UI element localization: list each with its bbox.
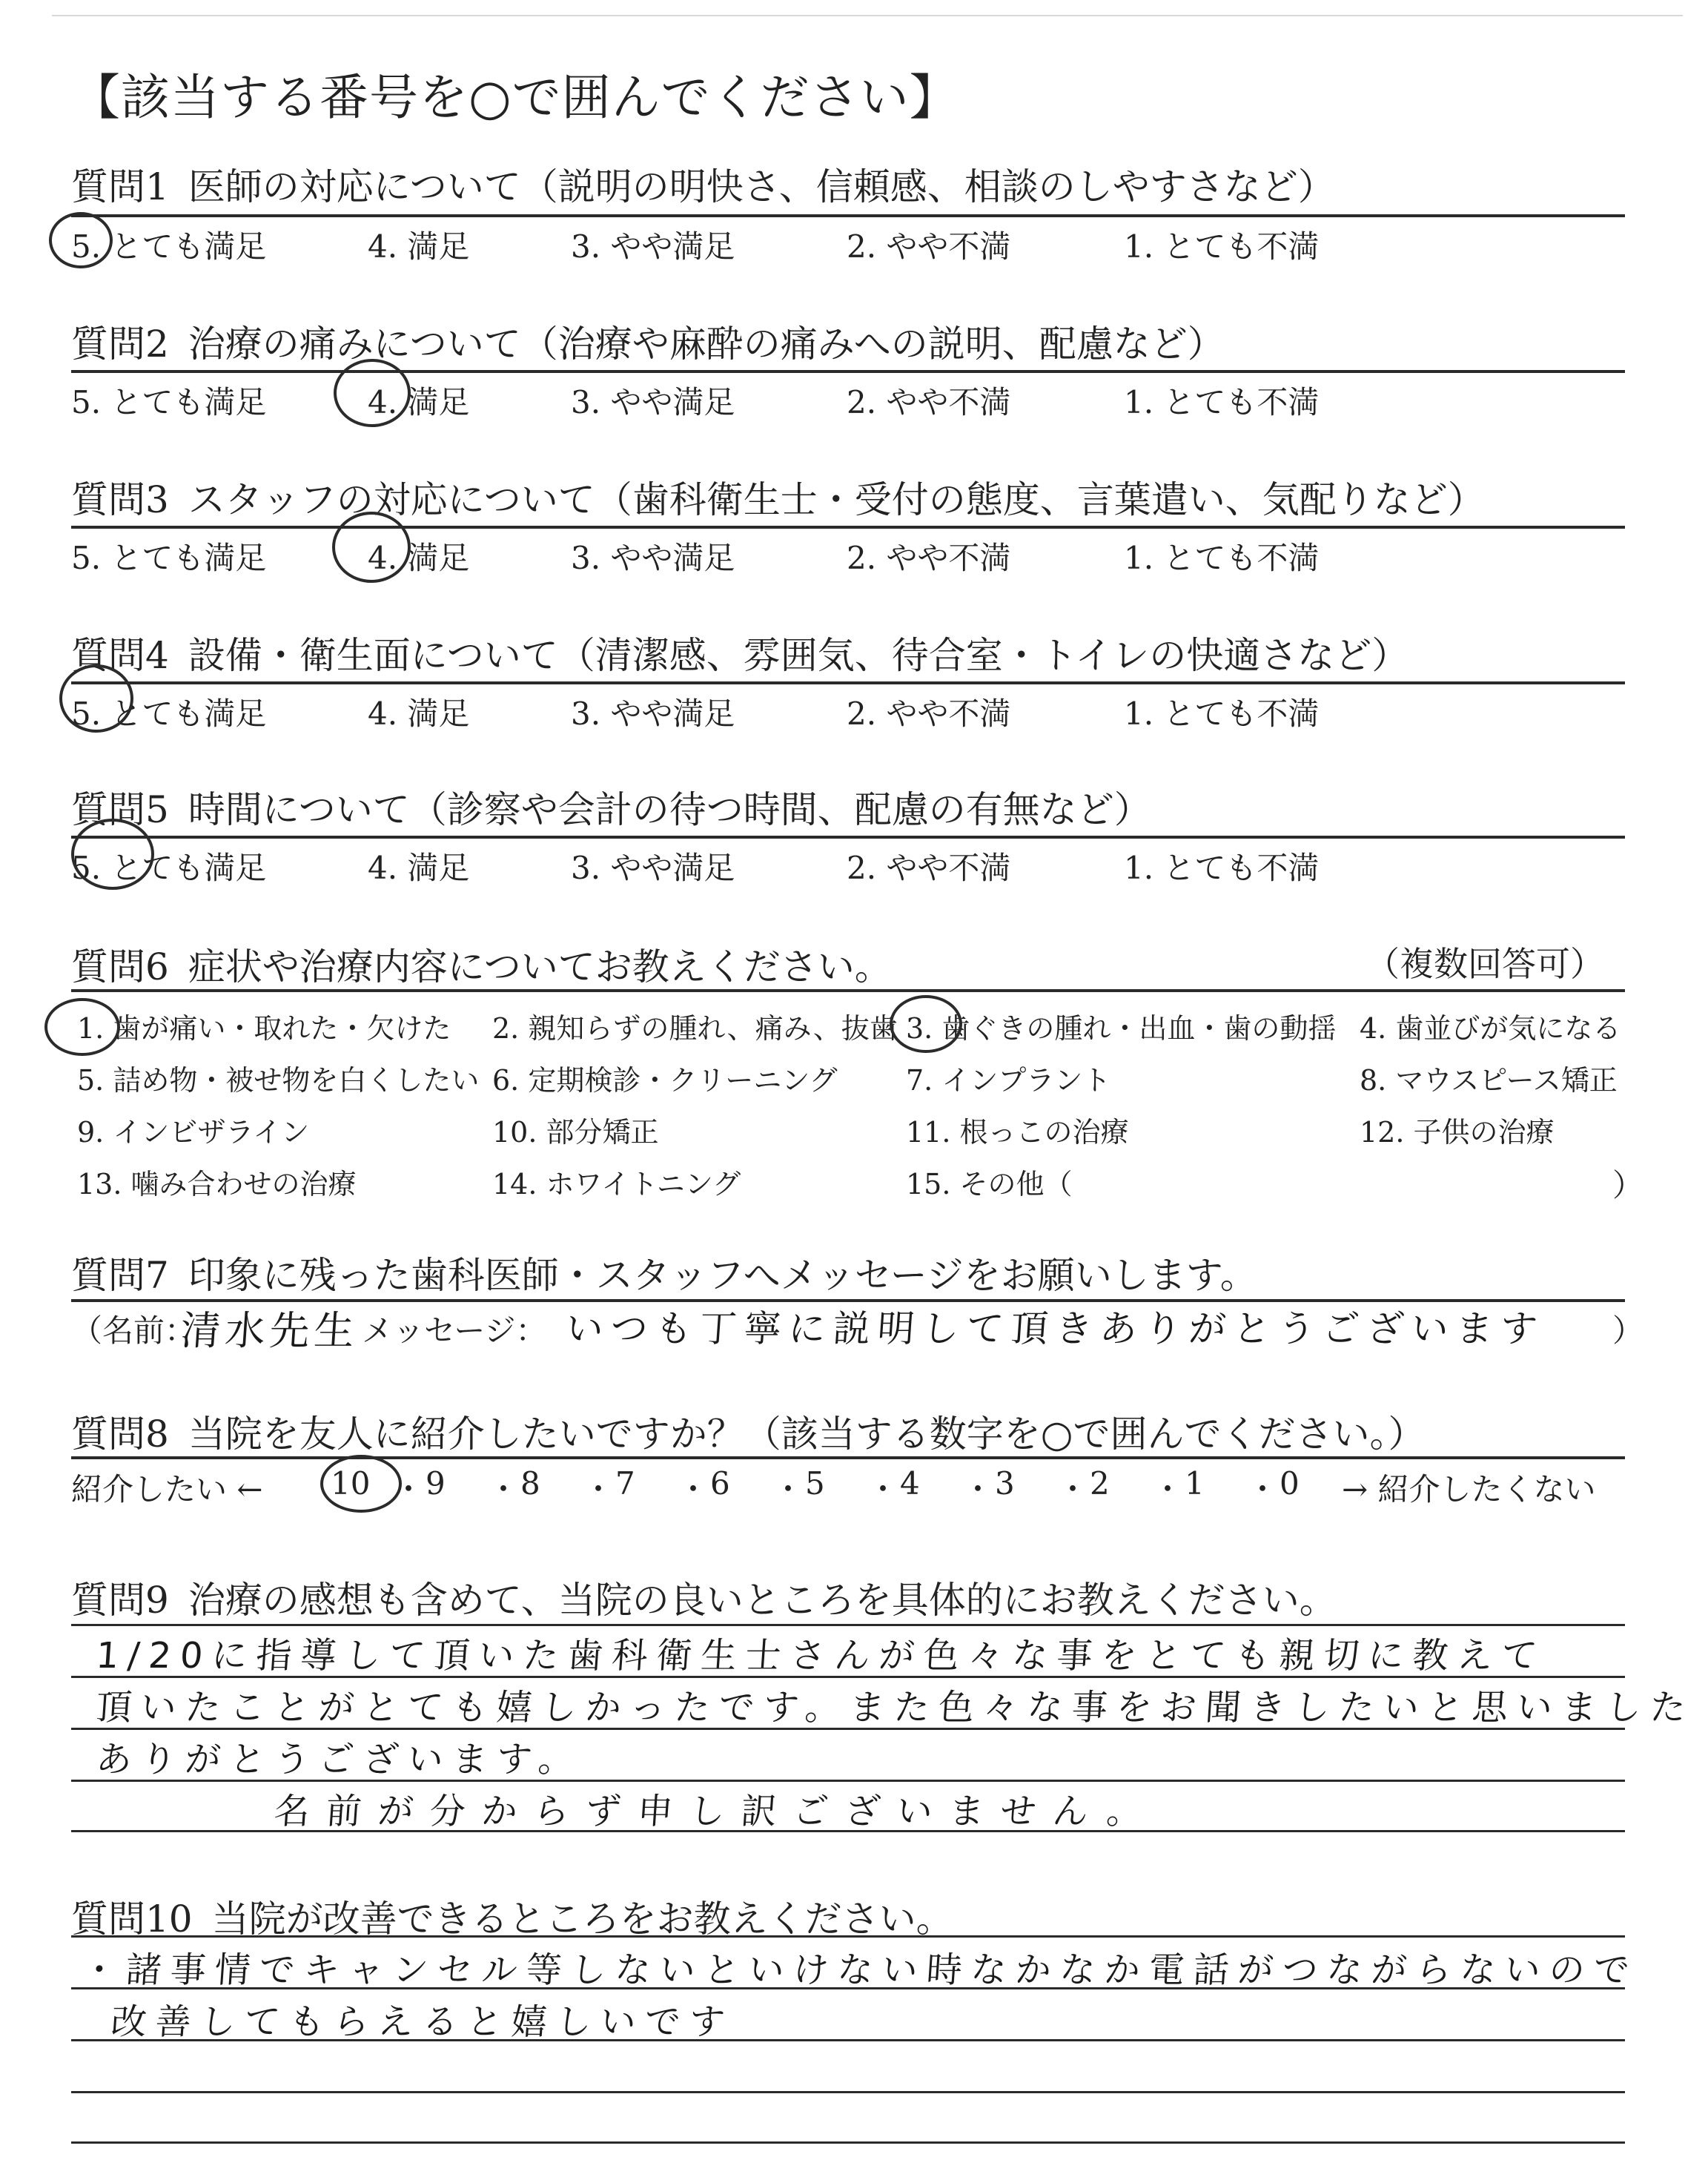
q5-title [71,780,1151,833]
q6-multiple-answers-note: （複数回答可） [1366,944,1604,984]
q8-scale-2[interactable]: 2 [1090,1465,1110,1502]
q2-number: 質問2 [71,323,169,366]
q2-text: 治療の痛みについて（治療や麻酔の痛みへの説明、配慮など） [188,323,1225,366]
q6-option-7[interactable]: 7. インプラント [906,1064,1111,1097]
q9-title [71,1571,1337,1624]
q6-option-10[interactable]: 10. 部分矯正 [492,1116,659,1149]
q8-scale-separator: ・ [867,1471,899,1507]
q7-message-label: メッセージ： [362,1312,547,1349]
page-header: 【該当する番号を○で囲んでください】 [71,69,959,126]
q8-scale-separator: ・ [1057,1471,1089,1507]
q10-rule-1 [71,1935,1625,1938]
q8-right-label: → 紹介したくない [1342,1471,1596,1507]
q9-answer-line-4[interactable]: 名前が分からず申し訳ございません。 [272,1791,1160,1832]
q8-selection-circle [320,1455,402,1513]
q5-rule [71,836,1625,839]
q2-option-1[interactable]: 1. とても不満 [1124,384,1320,420]
q9-text: 治療の感想も含めて、当院の良いところを具体的にお教えください。 [188,1579,1337,1622]
q4-title [71,626,1409,679]
q10-answer-line-1[interactable]: ・諸事情でキャンセル等しないといけない時なかなか電話がつながらないので [79,1949,1640,1991]
q6-option-15[interactable]: 15. その他（ [906,1168,1073,1200]
q10-answer-line-2[interactable]: 改善してもらえると嬉しいです [109,2001,735,2043]
q8-scale-separator: ・ [488,1471,520,1507]
q8-text: 当院を友人に紹介したいですか？（該当する数字を○で囲んでください。） [188,1413,1426,1456]
q5-selection-circle [71,819,154,890]
q3-number: 質問3 [71,478,169,521]
q4-text: 設備・衛生面について（清潔感、雰囲気、待合室・トイレの快適さなど） [188,634,1409,677]
q6-option-12[interactable]: 12. 子供の治療 [1360,1116,1555,1149]
q8-scale-1[interactable]: 1 [1185,1465,1205,1502]
q9-number: 質問9 [71,1579,169,1622]
q4-option-5[interactable]: 5. とても満足 [71,696,267,732]
q4-number: 質問4 [71,634,169,677]
q3-option-4[interactable]: 4. 満足 [368,540,470,576]
q2-selection-circle [334,359,411,427]
q6-option-5[interactable]: 5. 詰め物・被せ物を白くしたい [77,1064,480,1097]
q9-answer-line-3[interactable]: ありがとうございます。 [94,1739,584,1780]
q7-number: 質問7 [71,1254,169,1297]
q5-text: 時間について（診察や会計の待つ時間、配慮の有無など） [188,788,1151,831]
q7-message-value[interactable]: いつも丁寧に説明して頂きありがとうございます [564,1307,1546,1350]
q5-option-1[interactable]: 1. とても不満 [1124,850,1320,886]
q6-number: 質問6 [71,945,169,988]
q8-scale-4[interactable]: 4 [900,1465,920,1502]
q4-option-1[interactable]: 1. とても不満 [1124,696,1320,732]
q3-option-5[interactable]: 5. とても満足 [71,540,267,576]
q8-scale-10[interactable]: 10 [331,1465,371,1502]
q4-option-2[interactable]: 2. やや不満 [847,696,1011,732]
q1-selection-circle [49,212,113,268]
q10-number: 質問10 [71,1898,193,1941]
q8-scale-separator: ・ [583,1471,615,1507]
q5-option-4[interactable]: 4. 満足 [368,850,470,886]
q6-option-3[interactable]: 3. 歯ぐきの腫れ・出血・歯の動揺 [906,1012,1337,1045]
q6-selection-circle-3 [890,995,962,1053]
q3-title [71,470,1485,524]
q1-option-2[interactable]: 2. やや不満 [847,228,1011,265]
q6-other-close-paren: ） [1612,1167,1644,1203]
q8-scale-6[interactable]: 6 [710,1465,730,1502]
q7-title [71,1246,1257,1299]
q6-option-4[interactable]: 4. 歯並びが気になる [1360,1012,1621,1045]
q3-text: スタッフの対応について（歯科衛生士・受付の態度、言葉遣い、気配りなど） [188,478,1485,521]
q4-option-4[interactable]: 4. 満足 [368,696,470,732]
q5-option-3[interactable]: 3. やや満足 [571,850,735,886]
q8-title [71,1404,1425,1458]
q4-selection-circle [59,664,133,733]
q1-rule [71,214,1625,217]
q3-option-2[interactable]: 2. やや不満 [847,540,1011,576]
q1-option-3[interactable]: 3. やや満足 [571,228,735,265]
q1-title [71,157,1335,211]
q7-close-paren: ） [1612,1312,1644,1349]
q1-text: 医師の対応について（説明の明快さ、信頼感、相談のしやすさなど） [188,165,1335,208]
q7-text: 印象に残った歯科医師・スタッフへメッセージをお願いします。 [188,1254,1257,1297]
q8-scale-separator: ・ [678,1471,709,1507]
q5-option-5[interactable]: 5. とても満足 [71,850,267,886]
q3-option-3[interactable]: 3. やや満足 [571,540,735,576]
q8-scale-separator: ・ [772,1471,804,1507]
q8-scale-0[interactable]: 0 [1280,1465,1300,1502]
q6-option-6[interactable]: 6. 定期検診・クリーニング [492,1064,838,1097]
q3-rule [71,526,1625,529]
q6-rule [71,989,1625,992]
q8-scale-separator: ・ [962,1471,994,1507]
q6-option-1[interactable]: 1. 歯が痛い・取れた・欠けた [77,1012,451,1045]
top-border [52,15,1683,16]
q5-option-2[interactable]: 2. やや不満 [847,850,1011,886]
q8-scale-8[interactable]: 8 [520,1465,540,1502]
q4-rule [71,681,1625,684]
q3-selection-circle [332,512,411,583]
q8-scale-separator: ・ [1152,1471,1184,1507]
q6-option-9[interactable]: 9. インビザライン [77,1116,310,1149]
q6-title [71,937,892,991]
q1-option-5[interactable]: 5. とても満足 [71,228,267,265]
q2-option-5[interactable]: 5. とても満足 [71,384,267,420]
q6-option-8[interactable]: 8. マウスピース矯正 [1360,1064,1618,1097]
q8-number: 質問8 [71,1413,169,1456]
q7-name-label: （名前： [71,1312,196,1349]
q8-scale-9[interactable]: 9 [426,1465,446,1502]
q3-option-1[interactable]: 1. とても不満 [1124,540,1320,576]
q10-rule-4 [71,2091,1625,2093]
q2-option-3[interactable]: 3. やや満足 [571,384,735,420]
q2-title [71,314,1225,368]
q8-scale-5[interactable]: 5 [805,1465,825,1502]
q1-option-4[interactable]: 4. 満足 [368,228,470,265]
q10-text: 当院が改善できるところをお教えください。 [211,1898,953,1941]
q2-option-2[interactable]: 2. やや不満 [847,384,1011,420]
q5-number: 質問5 [71,788,169,831]
q8-rule [71,1456,1625,1459]
q6-option-2[interactable]: 2. 親知らずの腫れ、痛み、抜歯 [492,1012,898,1045]
q8-scale-3[interactable]: 3 [995,1465,1015,1502]
q7-name-value[interactable]: 清水先生 [179,1307,360,1354]
q1-option-1[interactable]: 1. とても不満 [1124,228,1320,265]
q2-option-4[interactable]: 4. 満足 [368,384,470,420]
q8-scale-separator: ・ [1247,1471,1279,1507]
q9-answer-line-1[interactable]: 1/20に指導して頂いた歯科衛生士さんが色々な事をとても親切に教えて [94,1635,1548,1677]
q6-option-14[interactable]: 14. ホワイトニング [492,1168,741,1200]
q9-rule-1 [71,1624,1625,1626]
q8-left-label: 紹介したい ← [71,1471,263,1507]
q6-option-11[interactable]: 11. 根っこの治療 [906,1116,1129,1149]
q6-selection-circle-1 [44,998,120,1056]
q8-scale-separator: ・ [393,1471,425,1507]
q6-option-13[interactable]: 13. 噛み合わせの治療 [77,1168,357,1200]
q6-text: 症状や治療内容についてお教えください。 [188,945,892,988]
q9-answer-line-2[interactable]: 頂いたことがとても嬉しかったです。また色々な事をお聞きしたいと思いました [94,1687,1696,1728]
q10-rule-5 [71,2141,1625,2144]
q2-rule [71,370,1625,373]
q4-option-3[interactable]: 3. やや満足 [571,696,735,732]
q1-number: 質問1 [71,165,169,208]
q8-scale-7[interactable]: 7 [615,1465,635,1502]
